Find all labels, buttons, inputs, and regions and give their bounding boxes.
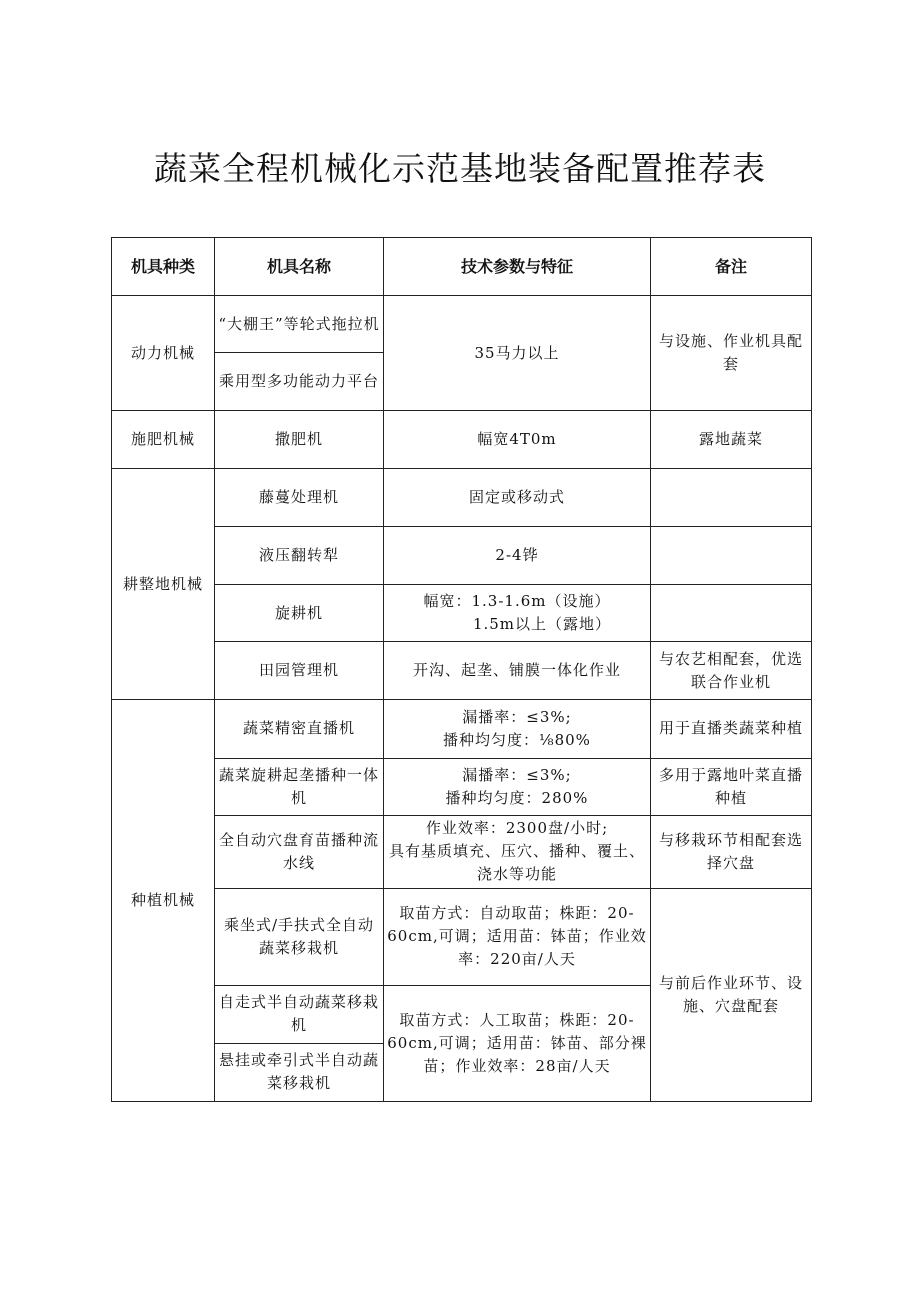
category-cell: 施肥机械 [112, 411, 215, 469]
header-name: 机具名称 [215, 238, 384, 296]
name-cell: 蔬菜精密直播机 [215, 700, 384, 758]
category-cell: 动力机械 [112, 296, 215, 411]
name-cell: 藤蔓处理机 [215, 469, 384, 527]
spec-cell: 取苗方式：自动取苗；株距：20-60cm,可调；适用苗：钵苗；作业效率：220亩/人天 [384, 888, 651, 985]
name-cell: 悬挂或牵引式半自动蔬菜移栽机 [215, 1043, 384, 1101]
note-cell: 多用于露地叶菜直播种植 [651, 758, 812, 815]
note-cell [651, 469, 812, 527]
spec-cell: 35马力以上 [384, 296, 651, 411]
spec-line: 1.5m以上（露地） [472, 615, 612, 634]
category-cell: 种植机械 [112, 700, 215, 1102]
name-cell: 自走式半自动蔬菜移栽机 [215, 985, 384, 1043]
spec-cell: 幅宽4T0m [384, 411, 651, 469]
spec-cell [384, 700, 651, 758]
category-cell: 耕整地机械 [112, 469, 215, 700]
spec-cell [384, 758, 651, 815]
table-row [112, 758, 812, 815]
name-cell: 旋耕机 [215, 585, 384, 642]
spec-line: 具有基质填充、压穴、播种、覆土、浇水等功能 [388, 842, 645, 884]
spec-line: 漏播率：≤3%; [462, 765, 572, 784]
note-cell: 与移栽环节相配套选择穴盘 [651, 815, 812, 888]
spec-cell: 2-4铧 [384, 527, 651, 585]
spec-cell [384, 585, 651, 642]
name-cell: 乘坐式/手扶式全自动蔬菜移栽机 [215, 888, 384, 985]
header-note: 备注 [651, 238, 812, 296]
name-cell: 撒肥机 [215, 411, 384, 469]
table-row [112, 700, 812, 758]
name-cell: 乘用型多功能动力平台 [215, 353, 384, 411]
table-row [112, 888, 812, 985]
spec-line: 幅宽：1.3-1.6m（设施） [423, 592, 611, 611]
note-cell [651, 527, 812, 585]
equipment-table [111, 237, 812, 1102]
note-cell: 与前后作业环节、设施、穴盘配套 [651, 888, 812, 1101]
table-row [112, 815, 812, 888]
note-cell: 与农艺相配套，优选联合作业机 [651, 642, 812, 700]
note-cell: 露地蔬菜 [651, 411, 812, 469]
name-cell: “大棚王”等轮式拖拉机 [215, 296, 384, 353]
table-row [112, 527, 812, 585]
table-row [112, 296, 812, 353]
name-cell: 蔬菜旋耕起垄播种一体机 [215, 758, 384, 815]
name-cell: 全自动穴盘育苗播种流水线 [215, 815, 384, 888]
table-header-row [112, 238, 812, 296]
table-row [112, 411, 812, 469]
header-spec: 技术参数与特征 [384, 238, 651, 296]
page-title: 蔬菜全程机械化示范基地装备配置推荐表 [154, 149, 766, 188]
note-cell: 与设施、作业机具配套 [651, 296, 812, 411]
note-cell: 用于直播类蔬菜种植 [651, 700, 812, 758]
spec-line: 漏播率：≤3%; [462, 707, 572, 726]
spec-cell [384, 815, 651, 888]
spec-cell: 开沟、起垄、铺膜一体化作业 [384, 642, 651, 700]
spec-line: 作业效率：2300盘/小时; [425, 819, 609, 838]
spec-cell: 取苗方式：人工取苗；株距：20-60cm,可调；适用苗：钵苗、部分裸苗；作业效率：28亩/人天 [384, 985, 651, 1101]
table-row [112, 469, 812, 527]
spec-cell: 固定或移动式 [384, 469, 651, 527]
note-cell [651, 585, 812, 642]
table-row [112, 585, 812, 642]
name-cell: 田园管理机 [215, 642, 384, 700]
name-cell: 液压翻转犁 [215, 527, 384, 585]
header-category: 机具种类 [112, 238, 215, 296]
spec-line: 播种均匀度：⅛80% [443, 730, 591, 749]
spec-line: 播种均匀度：280% [445, 788, 589, 807]
table-row [112, 642, 812, 700]
